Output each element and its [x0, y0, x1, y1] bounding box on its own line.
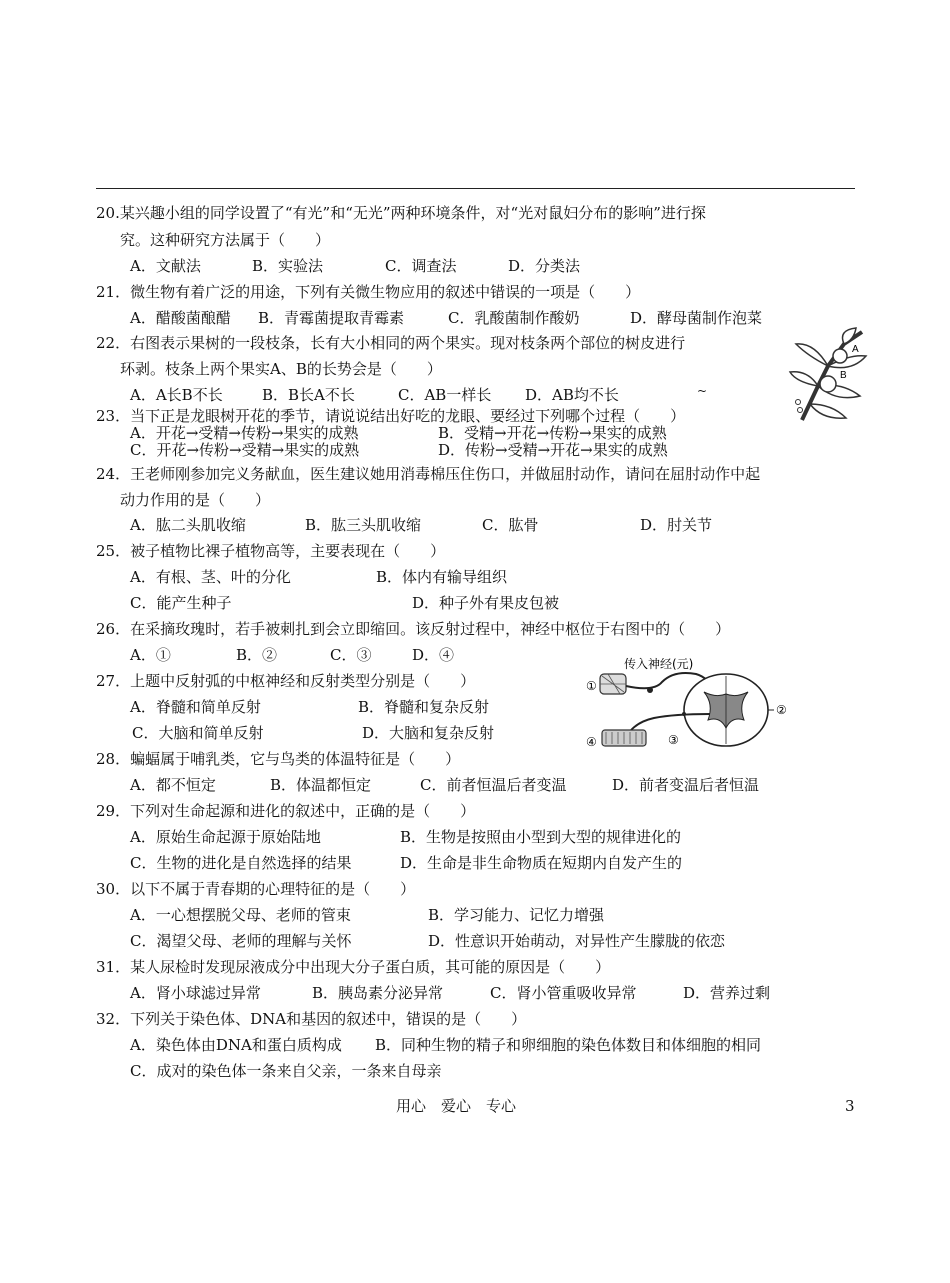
q20-option-c: C．调查法 — [385, 257, 457, 275]
reflex-arc-figure — [584, 652, 794, 752]
q22-option-c: C．AB一样长 — [398, 386, 492, 404]
q24-option-b: B．肱三头肌收缩 — [305, 516, 422, 534]
q31-option-d: D．营养过剩 — [683, 984, 771, 1002]
q26-option-d: D．④ — [412, 646, 455, 664]
q20-stem-line2: 究。这种研究方法属于（ ） — [120, 231, 331, 249]
q27-stem-line1: 27．上题中反射弧的中枢神经和反射类型分别是（ ） — [96, 672, 476, 690]
label-3: ③ — [668, 733, 679, 747]
q23-stem-line1: 23．当下正是龙眼树开花的季节，请说说结出好吃的龙眼、要经过下列哪个过程（ ） — [96, 407, 686, 425]
q29-option-c: C．生物的进化是自然选择的结果 — [130, 854, 352, 872]
q21-stem-line1: 21．微生物有着广泛的用途，下列有关微生物应用的叙述中错误的一项是（ ） — [96, 283, 641, 301]
q26-stem-line1: 26．在采摘玫瑰时，若手被刺扎到会立即缩回。该反射过程中，神经中枢位于右图中的（ ） — [96, 620, 731, 638]
q32-option-b: B．同种生物的精子和卵细胞的染色体数目和体细胞的相同 — [375, 1036, 762, 1054]
q20-option-a: A．文献法 — [130, 257, 201, 275]
q29-option-a: A．原始生命起源于原始陆地 — [130, 828, 321, 846]
q28-stem-line1: 28．蝙蝠属于哺乳类，它与鸟类的体温特征是（ ） — [96, 750, 461, 768]
q31-option-a: A．肾小球滤过异常 — [130, 984, 261, 1002]
q24-option-c: C．肱骨 — [482, 516, 539, 534]
q27-option-a: A．脊髓和简单反射 — [130, 698, 261, 716]
q22-stem-line2: 环剥。枝条上两个果实A、B的长势会是（ ） — [120, 360, 442, 378]
page-number: 3 — [845, 1097, 855, 1115]
q21-option-a: A．醋酸菌酿醋 — [130, 309, 231, 327]
q21-option-d: D．酵母菌制作泡菜 — [630, 309, 763, 327]
q25-option-b: B．体内有输导组织 — [376, 568, 508, 586]
q27-option-b: B．脊髓和复杂反射 — [358, 698, 490, 716]
q28-option-b: B．体温都恒定 — [270, 776, 372, 794]
q24-stem-line2: 动力作用的是（ ） — [120, 491, 271, 509]
q28-option-c: C．前者恒温后者变温 — [420, 776, 567, 794]
q30-stem-line1: 30．以下不属于青春期的心理特征的是（ ） — [96, 880, 416, 898]
q30-option-b: B．学习能力、记忆力增强 — [428, 906, 605, 924]
stray-mark: ~ — [697, 384, 708, 398]
fruit-label-b: B — [840, 370, 847, 381]
q25-option-c: C．能产生种子 — [130, 594, 232, 612]
q28-option-a: A．都不恒定 — [130, 776, 216, 794]
q21-option-b: B．青霉菌提取青霉素 — [258, 309, 405, 327]
q30-option-a: A．一心想摆脱父母、老师的管束 — [130, 906, 351, 924]
q25-stem-line1: 25．被子植物比裸子植物高等，主要表现在（ ） — [96, 542, 446, 560]
q31-option-c: C．肾小管重吸收异常 — [490, 984, 637, 1002]
q29-option-d: D．生命是非生命物质在短期内自发产生的 — [400, 854, 683, 872]
q28-option-d: D．前者变温后者恒温 — [612, 776, 760, 794]
q31-option-b: B．胰岛素分泌异常 — [312, 984, 444, 1002]
label-1: ① — [586, 679, 597, 693]
q32-option-c: C．成对的染色体一条来自父亲，一条来自母亲 — [130, 1062, 442, 1080]
q23-option-c: C．开花→传粉→受精→果实的成熟 — [130, 441, 360, 459]
q32-stem-line1: 32．下列关于染色体、DNA和基因的叙述中，错误的是（ ） — [96, 1010, 527, 1028]
q25-option-d: D．种子外有果皮包被 — [412, 594, 560, 612]
label-2: ② — [776, 703, 787, 717]
header-rule — [96, 188, 855, 189]
q20-option-d: D．分类法 — [508, 257, 581, 275]
q20-option-b: B．实验法 — [252, 257, 324, 275]
q23-option-b: B．受精→开花→传粉→果实的成熟 — [438, 424, 667, 442]
q26-option-c: C．③ — [330, 646, 372, 664]
q26-option-a: A．① — [130, 646, 171, 664]
q30-option-c: C．渴望父母、老师的理解与关怀 — [130, 932, 352, 950]
fruit-branch-figure — [788, 326, 870, 422]
afferent-nerve-label: 传入神经(元) — [624, 657, 694, 671]
label-4: ④ — [586, 735, 597, 749]
q22-option-d: D．AB均不长 — [525, 386, 619, 404]
q22-stem-line1: 22．右图表示果树的一段枝条，长有大小相同的两个果实。现对枝条两个部位的树皮进行 — [96, 334, 686, 352]
q30-option-d: D．性意识开始萌动，对异性产生朦胧的依恋 — [428, 932, 726, 950]
q26-option-b: B．② — [236, 646, 278, 664]
q22-option-b: B．B长A不长 — [262, 386, 355, 404]
q23-option-a: A．开花→受精→传粉→果实的成熟 — [130, 424, 359, 442]
q31-stem-line1: 31．某人尿检时发现尿液成分中出现大分子蛋白质，其可能的原因是（ ） — [96, 958, 611, 976]
footer-motto: 用心 爱心 专心 — [396, 1097, 517, 1115]
q27-option-d: D．大脑和复杂反射 — [362, 724, 495, 742]
q29-option-b: B．生物是按照由小型到大型的规律进化的 — [400, 828, 682, 846]
q32-option-a: A．染色体由DNA和蛋白质构成 — [130, 1036, 342, 1054]
fruit-label-a: A — [852, 344, 859, 355]
q24-option-a: A．肱二头肌收缩 — [130, 516, 246, 534]
q20-stem-line1: 20.某兴趣小组的同学设置了“有光”和“无光”两种环境条件，对“光对鼠妇分布的影响”进行探 — [96, 204, 706, 222]
q22-option-a: A．A长B不长 — [130, 386, 223, 404]
q24-stem-line1: 24．王老师刚参加完义务献血，医生建议她用消毒棉压住伤口，并做屈肘动作，请问在屈肘动作中起 — [96, 465, 761, 483]
q23-option-d: D．传粉→受精→开花→果实的成熟 — [438, 441, 668, 459]
q24-option-d: D．肘关节 — [640, 516, 713, 534]
q27-option-c: C．大脑和简单反射 — [132, 724, 264, 742]
q29-stem-line1: 29．下列对生命起源和进化的叙述中，正确的是（ ） — [96, 802, 476, 820]
q25-option-a: A．有根、茎、叶的分化 — [130, 568, 291, 586]
q21-option-c: C．乳酸菌制作酸奶 — [448, 309, 580, 327]
